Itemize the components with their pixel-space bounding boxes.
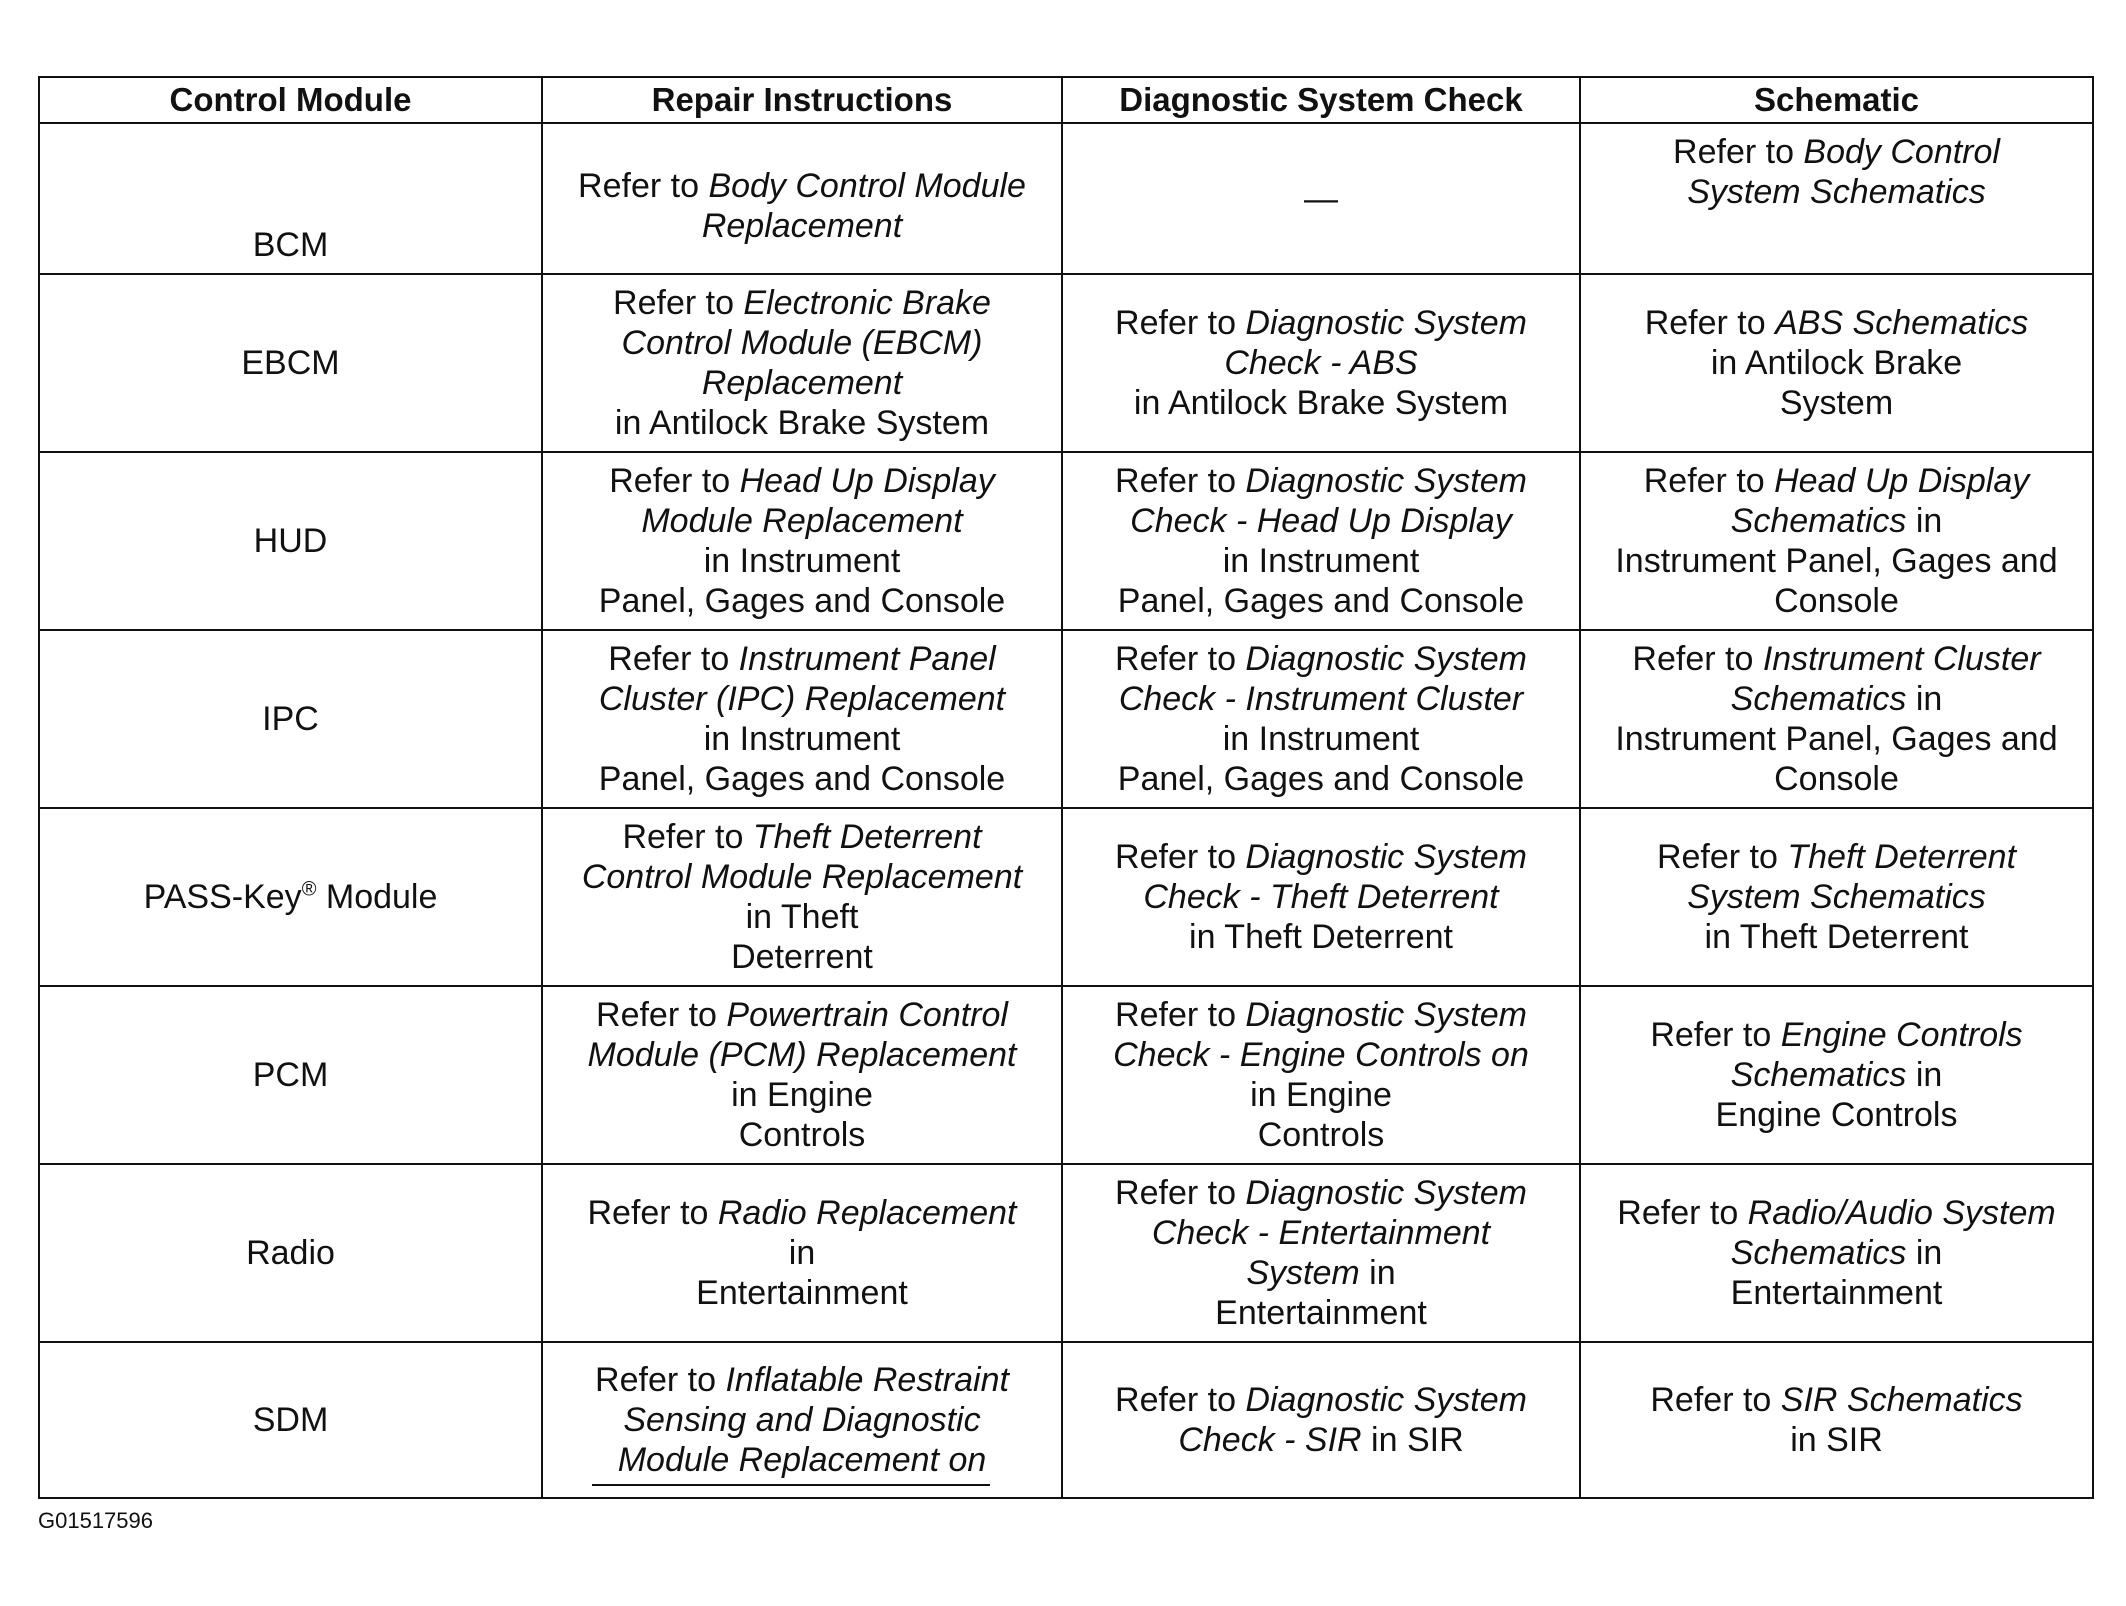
plain-text: in: [788, 1234, 816, 1272]
plain-text: Engine Controls: [1715, 1096, 1958, 1134]
cell-line: [1069, 759, 1573, 799]
cell-line: [1069, 877, 1573, 917]
cell-line: [549, 581, 1055, 621]
plain-text: Entertainment: [1730, 1274, 1943, 1312]
cell-line: [1069, 995, 1573, 1035]
cell-line: [1587, 1095, 2086, 1135]
schematic-cell: [1580, 274, 2093, 452]
plain-text: in Instrument: [703, 720, 901, 758]
schematic-cell: [1580, 452, 2093, 630]
cell-line: [1069, 917, 1573, 957]
table-row: [39, 1164, 2093, 1342]
plain-text: Panel, Gages and Console: [1117, 760, 1525, 798]
module-suffix: Module: [316, 878, 438, 916]
plain-text: Deterrent: [731, 938, 873, 976]
plain-text: Refer to: [1632, 640, 1763, 678]
plain-text: Refer to: [578, 166, 709, 205]
cell-line: [1587, 1193, 2086, 1233]
cell-line: [1587, 501, 2086, 541]
schematic-cell: [1580, 630, 2093, 808]
italic-reference: Engine Controls: [1780, 1016, 2023, 1054]
italic-reference: Instrument Cluster: [1762, 640, 2041, 678]
cell-line: [549, 206, 1055, 246]
table-row: [39, 123, 2093, 274]
table-row: [39, 986, 2093, 1164]
cell-line: [1069, 719, 1573, 759]
cell-line: [1587, 581, 2086, 621]
plain-text: in Engine: [1250, 1076, 1392, 1114]
repair-instructions-cell: [542, 808, 1062, 986]
cell-line: [1587, 679, 2086, 719]
italic-reference: Replacement: [701, 364, 903, 402]
diagnostic-check-cell: [1062, 986, 1580, 1164]
cell-line: [1069, 1213, 1573, 1253]
italic-reference: Check - Engine Controls on: [1113, 1036, 1529, 1074]
diagnostic-check-cell: [1062, 274, 1580, 452]
cell-line: [1069, 1173, 1573, 1213]
header-schematic: Schematic: [1580, 77, 2093, 123]
italic-reference: Diagnostic System: [1245, 462, 1527, 500]
schematic-cell: [1580, 808, 2093, 986]
italic-reference: Schematics: [1730, 1056, 1907, 1094]
plain-text: in Theft Deterrent: [1704, 918, 1969, 956]
cell-line: [1587, 1420, 2086, 1460]
cell-line: [549, 1035, 1055, 1075]
italic-reference: Instrument Panel: [738, 640, 996, 678]
plain-text: Refer to: [1650, 1381, 1781, 1419]
cell-line: [549, 759, 1055, 799]
module-name: PCM: [252, 1056, 329, 1094]
cell-line: [1069, 303, 1573, 343]
italic-reference: SIR Schematics: [1780, 1381, 2023, 1419]
plain-text: in Instrument: [1222, 542, 1420, 580]
cell-line: [1069, 1420, 1573, 1460]
plain-text: in: [1359, 1254, 1396, 1292]
plain-text: in Instrument: [1222, 720, 1420, 758]
table-row: [39, 1342, 2093, 1498]
cell-line: [1069, 1380, 1573, 1420]
schematic-cell: [1580, 123, 2093, 274]
table-row: [39, 808, 2093, 986]
plain-text: Refer to: [1650, 1016, 1781, 1054]
repair-instructions-cell: [542, 452, 1062, 630]
registered-mark: ®: [301, 878, 317, 901]
italic-reference: Diagnostic System: [1245, 838, 1527, 876]
plain-text: Panel, Gages and Console: [598, 582, 1006, 620]
plain-text: Console: [1774, 582, 1899, 620]
repair-instructions-cell: [542, 123, 1062, 274]
italic-reference: Cluster (IPC) Replacement: [598, 680, 1006, 718]
plain-text: Refer to: [608, 640, 739, 678]
module-name: BCM: [252, 226, 329, 264]
cell-line: [1587, 172, 2086, 212]
cell-line: [549, 679, 1055, 719]
control-module-cell: [39, 1164, 542, 1342]
italic-reference: ABS Schematics: [1775, 304, 2029, 342]
module-name: SDM: [252, 1401, 329, 1439]
italic-reference: Check - Head Up Display: [1130, 502, 1512, 540]
plain-text: Panel, Gages and Console: [598, 760, 1006, 798]
table-body: [39, 123, 2093, 1498]
italic-reference: Theft Deterrent: [752, 818, 982, 856]
italic-reference: System Schematics: [1687, 173, 1986, 211]
diagnostic-check-cell: [1062, 452, 1580, 630]
repair-instructions-cell: [542, 1342, 1062, 1498]
cell-line: [1587, 837, 2086, 877]
italic-reference: Body Control: [1803, 133, 2000, 171]
cell-line: [549, 1115, 1055, 1155]
cell-line: [1587, 1273, 2086, 1313]
diagnostic-check-cell: [1062, 630, 1580, 808]
italic-reference: System Schematics: [1687, 878, 1986, 916]
reference-table-container: [38, 76, 2092, 1499]
cell-line: [549, 1075, 1055, 1115]
italic-reference: Head Up Display: [1774, 462, 2030, 500]
italic-reference: System: [1246, 1254, 1360, 1292]
cell-line: [1069, 501, 1573, 541]
cell-line: [1069, 1293, 1573, 1333]
cell-line: [1587, 877, 2086, 917]
module-name: HUD: [253, 522, 328, 560]
plain-text: Refer to: [1656, 838, 1788, 876]
cell-line: [1069, 1035, 1573, 1075]
cell-line: [1587, 719, 2086, 759]
plain-text: in: [1906, 502, 1943, 540]
plain-text: System: [1779, 384, 1894, 422]
italic-reference: Body Control Module: [708, 166, 1026, 205]
italic-reference: Powertrain Control: [726, 996, 1008, 1034]
cell-line: [549, 166, 1055, 206]
schematic-cell: [1580, 1164, 2093, 1342]
repair-instructions-cell: [542, 274, 1062, 452]
plain-text: in: [1906, 680, 1943, 718]
table-row: [39, 630, 2093, 808]
cell-line: [549, 719, 1055, 759]
plain-text: in Engine: [731, 1076, 873, 1114]
italic-reference: Module Replacement on: [617, 1441, 987, 1479]
repair-instructions-cell: [542, 1164, 1062, 1342]
cell-line: [1587, 383, 2086, 423]
plain-text: Controls: [738, 1116, 866, 1154]
header-diagnostic-system-check: Diagnostic System Check: [1062, 77, 1580, 123]
italic-reference: Check - SIR: [1178, 1421, 1362, 1459]
cell-line: [549, 1233, 1055, 1273]
plain-text: Refer to: [1115, 1381, 1246, 1419]
italic-reference: Module Replacement: [641, 502, 963, 540]
cell-line: [549, 1400, 1055, 1440]
cell-line: [1587, 461, 2086, 501]
cell-line: [1587, 1380, 2086, 1420]
cell-line: [1069, 1075, 1573, 1115]
plain-text: Entertainment: [696, 1274, 908, 1312]
plain-text: Entertainment: [1215, 1294, 1427, 1332]
cell-line: [549, 323, 1055, 363]
plain-text: Refer to: [1644, 304, 1776, 342]
plain-text: in Theft Deterrent: [1189, 918, 1453, 956]
table-header-row: [39, 77, 2093, 123]
plain-text: in SIR: [1361, 1421, 1464, 1459]
cell-line: [1587, 132, 2086, 172]
diagnostic-check-cell: [1062, 123, 1580, 274]
cell-line: [1587, 917, 2086, 957]
italic-reference: Diagnostic System: [1245, 1381, 1527, 1419]
plain-text: Refer to: [1115, 640, 1246, 678]
cell-line: [549, 1440, 1055, 1480]
table-row: [39, 452, 2093, 630]
italic-reference: Diagnostic System: [1245, 304, 1527, 342]
cell-line: [549, 541, 1055, 581]
plain-text: in: [1906, 1234, 1943, 1272]
plain-text: Controls: [1257, 1116, 1385, 1154]
cell-line: [549, 857, 1055, 897]
module-name: EBCM: [241, 344, 340, 382]
cell-line: [1587, 1055, 2086, 1095]
module-name: IPC: [262, 700, 319, 738]
italic-reference: Inflatable Restraint: [725, 1361, 1009, 1399]
cell-line: [1069, 837, 1573, 877]
cell-line: [1587, 1015, 2086, 1055]
cell-line: [1587, 759, 2086, 799]
control-module-cell: [39, 808, 542, 986]
plain-text: in: [1906, 1056, 1943, 1094]
control-module-cell: [39, 630, 542, 808]
italic-reference: Electronic Brake: [743, 284, 991, 322]
cell-line: [1069, 1253, 1573, 1293]
schematic-cell: [1580, 1342, 2093, 1498]
italic-reference: Diagnostic System: [1245, 1174, 1527, 1212]
cell-line: [1069, 639, 1573, 679]
diagnostic-check-cell: [1062, 1164, 1580, 1342]
table-row: [39, 274, 2093, 452]
cell-line: [1587, 343, 2086, 383]
plain-text: Refer to: [587, 1194, 718, 1232]
italic-reference: Sensing and Diagnostic: [623, 1401, 981, 1439]
repair-instructions-cell: [542, 986, 1062, 1164]
plain-text: Console: [1774, 760, 1899, 798]
plain-text: in Theft: [745, 898, 859, 936]
italic-reference: Control Module Replacement: [581, 858, 1023, 896]
cell-line: [1069, 343, 1573, 383]
control-module-cell: [39, 1342, 542, 1498]
control-module-cell: [39, 123, 542, 274]
cell-line: [549, 995, 1055, 1035]
diagnostic-check-cell: [1062, 808, 1580, 986]
sdm-underline-mark: [592, 1484, 990, 1486]
plain-text: in Antilock Brake System: [614, 404, 990, 442]
italic-reference: Diagnostic System: [1245, 996, 1527, 1034]
cell-line: [549, 501, 1055, 541]
plain-text: Refer to: [1115, 462, 1246, 500]
italic-reference: Module (PCM) Replacement: [587, 1036, 1017, 1074]
italic-reference: Schematics: [1730, 680, 1907, 718]
cell-line: [549, 403, 1055, 443]
plain-text: Refer to: [609, 462, 740, 500]
module-name: PASS-Key: [143, 878, 302, 916]
cell-line: [549, 1273, 1055, 1313]
cell-line: [549, 461, 1055, 501]
plain-text: in Instrument: [703, 542, 901, 580]
diagnostic-check-cell: [1062, 1342, 1580, 1498]
plain-text: Refer to: [596, 996, 727, 1034]
plain-text: in Antilock Brake: [1710, 344, 1963, 382]
module-name: Radio: [246, 1234, 335, 1272]
cell-line: [1069, 383, 1573, 423]
cell-line: [1069, 541, 1573, 581]
plain-text: Refer to: [613, 284, 744, 322]
figure-id: G01517596: [38, 1508, 153, 1533]
cell-line: [549, 363, 1055, 403]
plain-text: Instrument Panel, Gages and: [1615, 720, 2058, 758]
italic-reference: Head Up Display: [739, 462, 995, 500]
italic-reference: Radio/Audio System: [1747, 1194, 2056, 1232]
italic-reference: Control Module (EBCM): [621, 324, 983, 362]
cell-line: [1069, 679, 1573, 719]
control-module-cell: [39, 452, 542, 630]
italic-reference: Check - ABS: [1224, 344, 1418, 382]
italic-reference: Theft Deterrent: [1787, 838, 2017, 876]
plain-text: in SIR: [1790, 1421, 1883, 1459]
cell-line: [549, 817, 1055, 857]
cell-line: [549, 283, 1055, 323]
control-module-cell: [39, 986, 542, 1164]
cell-line: [1587, 1233, 2086, 1273]
italic-reference: Check - Instrument Cluster: [1118, 680, 1524, 718]
cell-line: [1069, 1115, 1573, 1155]
plain-text: Refer to: [1617, 1194, 1748, 1232]
plain-text: Refer to: [595, 1361, 726, 1399]
plain-text: Refer to: [1115, 304, 1246, 342]
italic-reference: Check - Entertainment: [1151, 1214, 1491, 1252]
control-module-reference-table: [38, 76, 2094, 1499]
plain-text: in Antilock Brake System: [1133, 384, 1509, 422]
cell-line: [1069, 581, 1573, 621]
cell-line: [549, 1360, 1055, 1400]
plain-text: Refer to: [1643, 462, 1775, 500]
repair-instructions-cell: [542, 630, 1062, 808]
italic-reference: Schematics: [1730, 502, 1907, 540]
cell-line: [1587, 639, 2086, 679]
italic-reference: Replacement: [701, 206, 903, 245]
cell-line: [1587, 303, 2086, 343]
italic-reference: Schematics: [1730, 1234, 1907, 1272]
plain-text: Refer to: [1673, 133, 1804, 171]
italic-reference: Diagnostic System: [1245, 640, 1527, 678]
schematic-cell: [1580, 986, 2093, 1164]
italic-reference: Radio Replacement: [717, 1194, 1017, 1232]
cell-line: [1587, 541, 2086, 581]
cell-line: [549, 639, 1055, 679]
no-entry-dash: —: [1304, 179, 1338, 218]
cell-line: [1069, 461, 1573, 501]
header-repair-instructions: Repair Instructions: [542, 77, 1062, 123]
italic-reference: Check - Theft Deterrent: [1143, 878, 1499, 916]
plain-text: Instrument Panel, Gages and: [1615, 542, 2058, 580]
plain-text: Refer to: [1115, 838, 1246, 876]
cell-line: [549, 937, 1055, 977]
plain-text: Refer to: [1115, 996, 1246, 1034]
cell-line: [549, 1193, 1055, 1233]
plain-text: Refer to: [622, 818, 753, 856]
plain-text: Refer to: [1115, 1174, 1246, 1212]
control-module-cell: [39, 274, 542, 452]
plain-text: Panel, Gages and Console: [1117, 582, 1525, 620]
cell-line: [549, 897, 1055, 937]
header-control-module: Control Module: [39, 77, 542, 123]
